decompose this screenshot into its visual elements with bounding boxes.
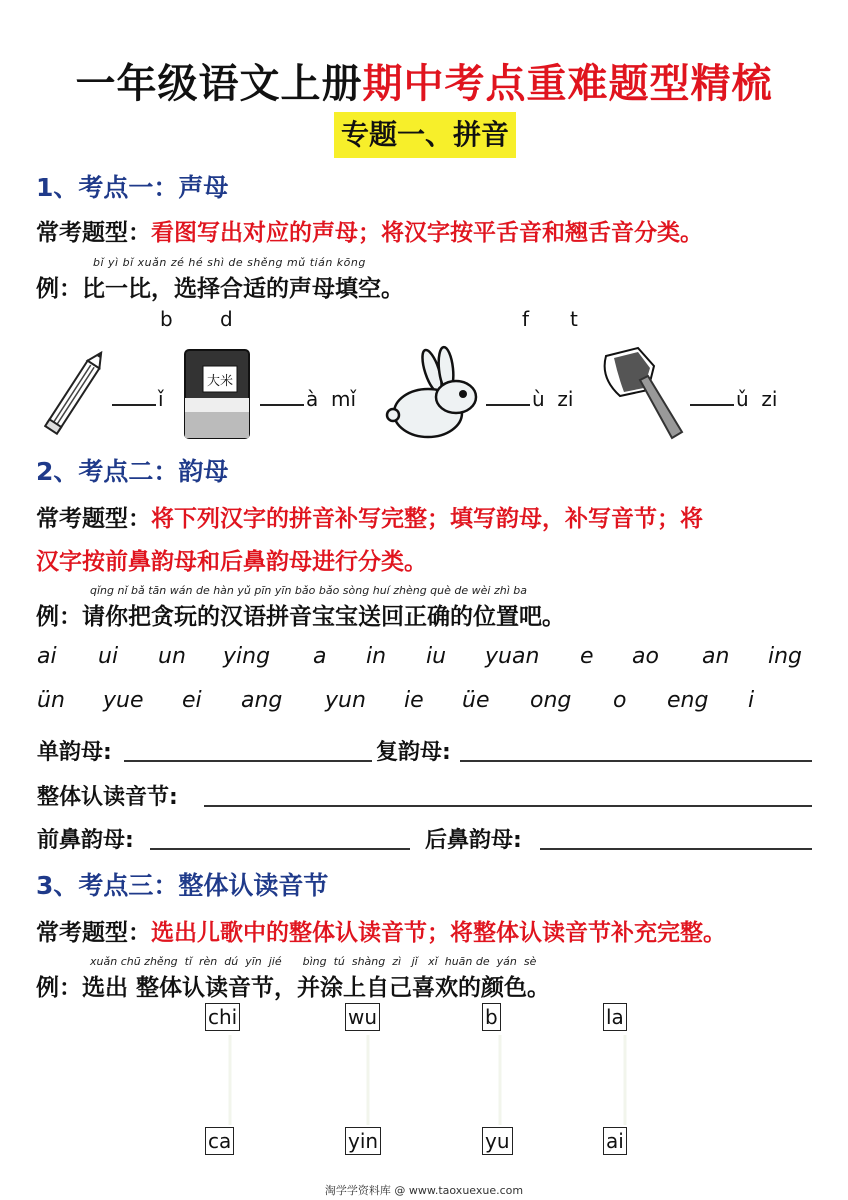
final-item: an	[702, 644, 730, 669]
blank-item-rabbit[interactable]	[486, 384, 573, 411]
compound-finals-line[interactable]	[460, 760, 812, 762]
question-label: 常考题型：	[36, 920, 151, 946]
example-text: 选出 整体认读音节，并涂上自己喜欢的颜色。	[82, 975, 551, 1001]
final-item: ai	[37, 644, 57, 669]
pencil-icon	[44, 345, 106, 441]
final-item: o	[613, 688, 627, 713]
syllable-suffix: ǔ zi	[736, 387, 778, 411]
final-item: e	[580, 644, 594, 669]
whole-syllables-line[interactable]	[204, 805, 812, 807]
section2-question-line1	[36, 500, 703, 533]
choice-f: f	[522, 307, 530, 331]
choice-b: b	[160, 307, 173, 331]
section2-example	[36, 598, 565, 631]
section1-question	[36, 214, 703, 247]
title-black-part: 一年级语文上册	[75, 61, 363, 107]
answer-blank[interactable]	[486, 384, 530, 406]
final-item: ün	[37, 688, 65, 713]
example-label: 例：	[36, 276, 82, 302]
syllable-box[interactable]: b	[482, 1003, 501, 1031]
syllable-box[interactable]: ai	[603, 1127, 627, 1155]
question-text: 将下列汉字的拼音补写完整；填写韵母，补写音节；将	[151, 506, 703, 532]
blank-item-pencil[interactable]	[112, 384, 164, 411]
single-finals-line[interactable]	[124, 760, 372, 762]
watermark-footer: 淘学学资料库 @ www.taoxuexue.com	[324, 1184, 524, 1197]
final-item: ao	[632, 644, 659, 669]
final-item: eng	[667, 688, 709, 713]
whole-syllables-label: 整体认读音节:	[37, 785, 178, 810]
section3-question	[36, 914, 726, 947]
section2-heading: 2、考点二：韵母	[36, 457, 229, 486]
question-label: 常考题型：	[36, 220, 151, 246]
syllable-box[interactable]: la	[603, 1003, 627, 1031]
final-item: in	[366, 644, 387, 669]
blank-item-rice[interactable]	[260, 384, 356, 411]
svg-text:大米: 大米	[206, 374, 234, 389]
section1-example-pinyin: bǐ yì bǐ xuǎn zé hé shì de shěng mǔ tián kōng	[93, 256, 366, 269]
faint-flower-stems-decoration	[180, 1030, 660, 1130]
compound-finals-label: 复韵母:	[376, 740, 451, 765]
example-text: 请你把贪玩的汉语拼音宝宝送回正确的位置吧。	[82, 604, 565, 630]
front-nasal-line[interactable]	[150, 848, 410, 850]
example-label: 例：	[36, 975, 82, 1001]
question-text: 选出儿歌中的整体认读音节；将整体认读音节补充完整。	[151, 920, 726, 946]
page-title	[0, 52, 848, 109]
section1-heading: 1、考点一：声母	[36, 173, 229, 202]
single-finals-label: 单韵母:	[37, 740, 112, 765]
final-item: ang	[241, 688, 283, 713]
final-item: i	[748, 688, 755, 713]
final-item: un	[158, 644, 186, 669]
syllable-suffix: ù zi	[532, 387, 574, 411]
rice-bag-icon	[183, 348, 251, 440]
final-item: ing	[768, 644, 803, 669]
final-item: iu	[426, 644, 447, 669]
section1-example	[36, 270, 404, 303]
syllable-suffix: à mǐ	[306, 387, 357, 411]
final-item: yun	[325, 688, 366, 713]
syllable-box[interactable]: yu	[482, 1127, 513, 1155]
final-item: ie	[404, 688, 424, 713]
front-nasal-label: 前鼻韵母:	[37, 828, 134, 853]
title-red-part: 期中考点重难题型精梳	[362, 61, 773, 107]
axe-icon	[598, 346, 688, 442]
section3-example-pinyin: xuǎn chū zhěng tǐ rèn dú yīn jié bìng tú shàng zì jǐ xǐ huān de yán sè	[90, 955, 537, 968]
syllable-box[interactable]: yin	[345, 1127, 381, 1155]
syllable-box[interactable]: chi	[205, 1003, 240, 1031]
rabbit-icon	[384, 345, 484, 441]
final-item: a	[313, 644, 327, 669]
syllable-suffix: ǐ	[158, 387, 164, 411]
final-item: üe	[462, 688, 490, 713]
blank-item-axe[interactable]	[690, 384, 777, 411]
section3-heading: 3、考点三：整体认读音节	[36, 871, 329, 900]
syllable-box[interactable]: ca	[205, 1127, 234, 1155]
final-item: yue	[103, 688, 144, 713]
choice-d: d	[220, 307, 233, 331]
back-nasal-label: 后鼻韵母:	[425, 828, 522, 853]
section3-example	[36, 969, 550, 1002]
question-label: 常考题型：	[36, 506, 151, 532]
back-nasal-line[interactable]	[540, 848, 812, 850]
answer-blank[interactable]	[260, 384, 304, 406]
choice-t: t	[570, 307, 578, 331]
answer-blank[interactable]	[112, 384, 156, 406]
example-text: 比一比，选择合适的声母填空。	[82, 276, 404, 302]
topic-subtitle: 专题一、拼音	[334, 112, 516, 158]
final-item: ui	[98, 644, 119, 669]
syllable-box[interactable]: wu	[345, 1003, 380, 1031]
example-label: 例：	[36, 604, 82, 630]
final-item: yuan	[485, 644, 540, 669]
answer-blank[interactable]	[690, 384, 734, 406]
section2-example-pinyin: qǐng nǐ bǎ tān wán de hàn yǔ pīn yīn bǎo bǎo sòng huí zhèng què de wèi zhì ba	[90, 584, 527, 597]
question-text: 看图写出对应的声母；将汉字按平舌音和翘舌音分类。	[151, 220, 703, 246]
section2-question-line2	[36, 543, 427, 576]
final-item: ying	[223, 644, 271, 669]
question-text: 汉字按前鼻韵母和后鼻韵母进行分类。	[36, 549, 427, 575]
final-item: ong	[530, 688, 572, 713]
final-item: ei	[182, 688, 202, 713]
